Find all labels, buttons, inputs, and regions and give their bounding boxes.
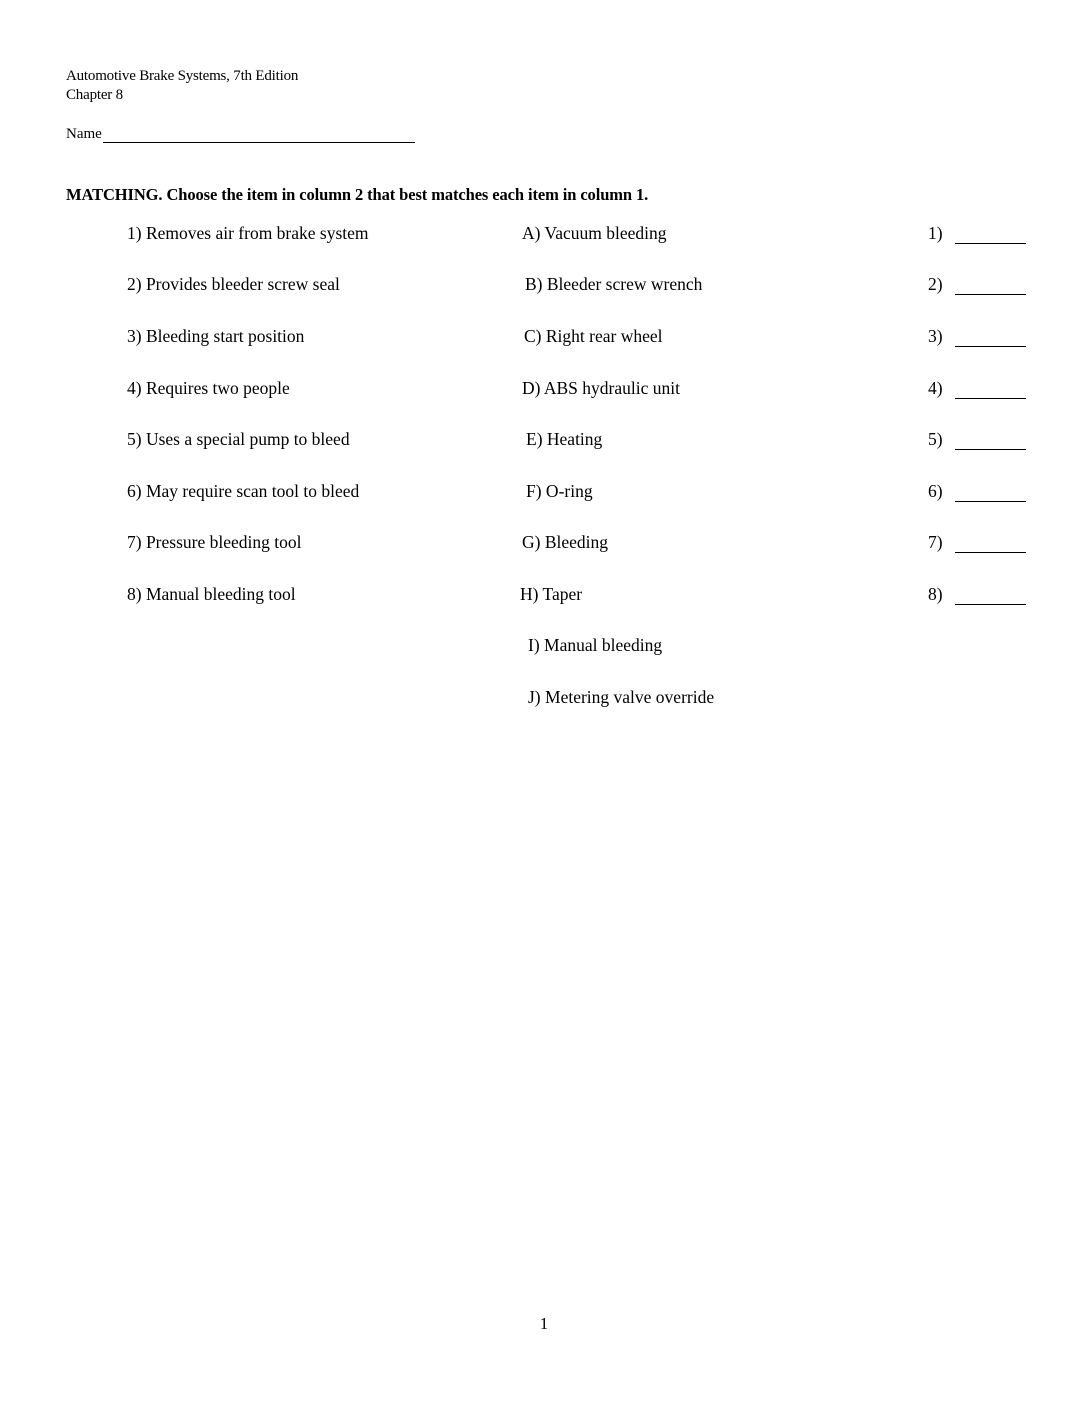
column2-item: G) Bleeding (522, 532, 609, 552)
column2-item: J) Metering valve override (528, 687, 715, 707)
answer-number: 8) (928, 584, 943, 604)
column1-item: 7) Pressure bleeding tool (127, 532, 302, 552)
matching-row (0, 326, 1088, 350)
column2-item: D) ABS hydraulic unit (522, 378, 680, 398)
answer-number: 6) (928, 481, 943, 501)
matching-row (0, 584, 1088, 608)
answer-blank[interactable] (955, 294, 1026, 295)
column1-item: 4) Requires two people (127, 378, 290, 398)
name-input-line[interactable] (103, 128, 415, 143)
column2-item: A) Vacuum bleeding (522, 223, 667, 243)
column2-item: C) Right rear wheel (524, 326, 663, 346)
matching-row (0, 481, 1088, 505)
column2-item: F) O-ring (526, 481, 593, 501)
answer-number: 1) (928, 223, 943, 243)
matching-instructions: MATCHING. Choose the item in column 2 that best matches each item in column 1. (66, 185, 649, 204)
answer-number: 5) (928, 429, 943, 449)
column1-item: 8) Manual bleeding tool (127, 584, 296, 604)
answer-number: 2) (928, 274, 943, 294)
book-title: Automotive Brake Systems, 7th Edition (66, 68, 299, 84)
answer-blank[interactable] (955, 243, 1026, 244)
column1-item: 1) Removes air from brake system (127, 223, 369, 243)
matching-row (0, 429, 1088, 453)
column1-item: 2) Provides bleeder screw seal (127, 274, 340, 294)
answer-blank[interactable] (955, 604, 1026, 605)
matching-row (0, 378, 1088, 402)
matching-row (0, 532, 1088, 556)
answer-number: 7) (928, 532, 943, 552)
answer-blank[interactable] (955, 552, 1026, 553)
column2-item: H) Taper (520, 584, 583, 604)
column1-item: 3) Bleeding start position (127, 326, 305, 346)
matching-row (0, 635, 1088, 659)
answer-blank[interactable] (955, 398, 1026, 399)
column2-item: I) Manual bleeding (528, 635, 663, 655)
column1-item: 5) Uses a special pump to bleed (127, 429, 350, 449)
name-label: Name (66, 126, 102, 142)
matching-row (0, 274, 1088, 298)
matching-row (0, 223, 1088, 247)
matching-row (0, 687, 1088, 711)
column2-item: E) Heating (526, 429, 603, 449)
column1-item: 6) May require scan tool to bleed (127, 481, 360, 501)
column2-item: B) Bleeder screw wrench (525, 274, 703, 294)
answer-blank[interactable] (955, 346, 1026, 347)
name-field (66, 126, 415, 143)
page-number: 1 (539, 1314, 549, 1333)
answer-blank[interactable] (955, 449, 1026, 450)
answer-number: 4) (928, 378, 943, 398)
chapter-label: Chapter 8 (66, 87, 123, 103)
answer-blank[interactable] (955, 501, 1026, 502)
answer-number: 3) (928, 326, 943, 346)
